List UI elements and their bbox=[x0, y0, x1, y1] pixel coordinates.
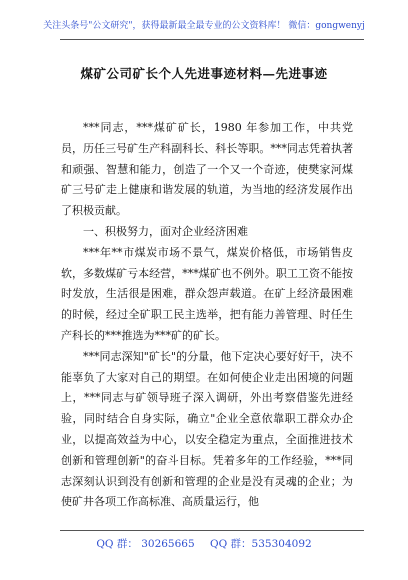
header-divider bbox=[60, 39, 364, 40]
footer-divider bbox=[60, 530, 364, 531]
document-title: 煤矿公司矿长个人先进事迹材料—先进事迹 bbox=[80, 66, 328, 81]
section-heading-1: 一、积极努力，面对企业经济困难 bbox=[83, 224, 248, 238]
footer-contact bbox=[0, 536, 408, 551]
footer-qq-group-1: QQ 群： 30265665 bbox=[96, 538, 195, 550]
document-body bbox=[61, 118, 353, 513]
header-banner: 关注头条号"公文研究"，获得最新最全最专业的公文资料库！ 微信：gongwenyj bbox=[43, 21, 365, 31]
paragraph-innovation: ***同志深知"矿长"的分量，他下定决心要好好干，决不能辜负了大家对自己的期望。在如何使企业走出困境的问题上，***同志与矿领导班子深入调研，外出考察借鉴先进经验，同时结合自身实际，确立"企业全意依靠职工群众办企业，以提高效益为中心，以安全稳定为重点，全面推进技术创新和管理创新"的奋斗目标。凭着多年的工作经验，***同志深刻认识到没有创新和管理的企业是没有灵魂的企业；为使矿井各项工作高标准、高质量运行，他 bbox=[61, 349, 353, 509]
paragraph-market: ***年**市煤炭市场不景气，煤炭价格低，市场销售皮软，多数煤矿亏本经营，***煤矿也不例外。职工工资不能按时发放，生活很是困难，群众怨声载道。在矿上经济最困难的时候，经过全矿职工民主选举，把有能力善管理、时任生产科长的***推选为***矿的矿长。 bbox=[61, 245, 353, 342]
paragraph-intro: ***同志，***煤矿矿长，1980 年参加工作，中共党员，历任三号矿生产科副科长、科长等职。***同志凭着执著和顽强、智慧和能力，创造了一个又一个奇迹，使樊家河煤矿三号矿走上健康和谐发展的轨道，为当地的经济发展作出了积极贡献。 bbox=[61, 121, 353, 218]
footer-qq-group-2: QQ 群：535304092 bbox=[210, 538, 312, 550]
